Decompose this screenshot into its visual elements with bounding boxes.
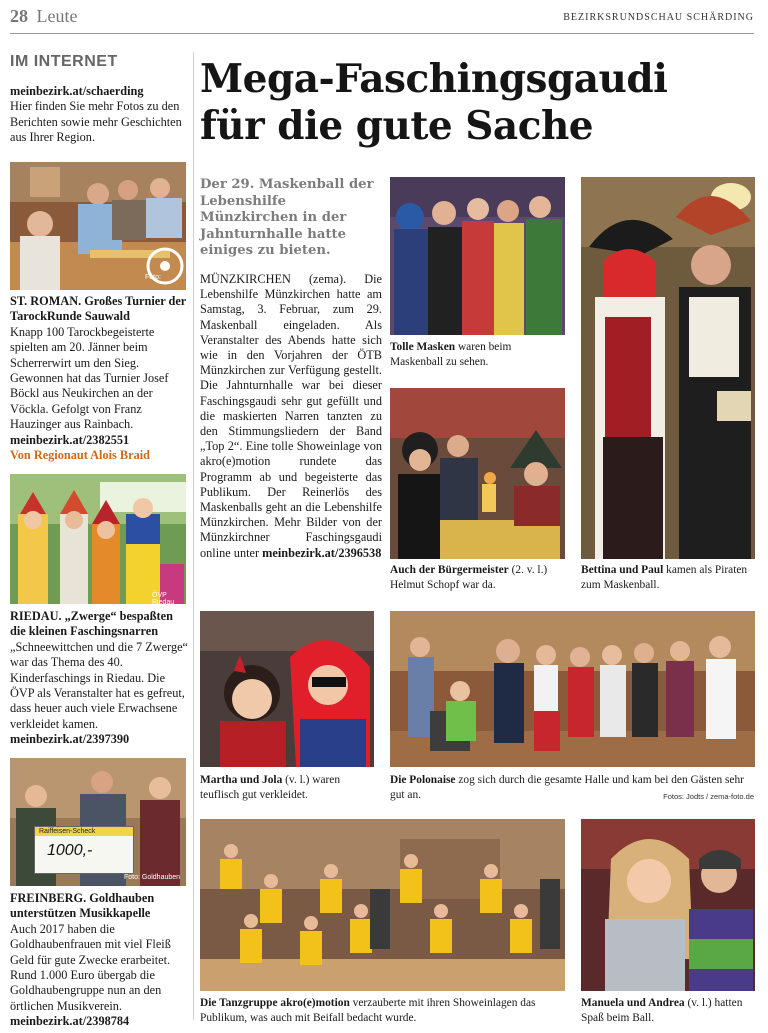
devils-caption-bold: Martha und Jola [200,774,283,786]
zwerge-story-title: RIEDAU. „Zwerge“ bespaßten die kleinen Faschingsnarren [10,609,173,639]
tarock-story [10,294,188,463]
sidebar-intro [10,84,188,146]
dance-group-caption-bold: Die Tanzgruppe akro(e)motion [200,997,350,1009]
cheque-card [34,826,134,874]
tarock-story-title: ST. ROMAN. Großes Turnier der TarockRunde Sauwald [10,294,187,324]
headline-line-2: für die gute Sache [200,103,594,149]
mayor-caption-bold: Auch der Bürgermeister [390,564,509,576]
article-headline [200,56,667,150]
pirates-caption-text: kamen als Piraten zum Maskenball. [581,564,748,592]
pirates-caption-bold: Bettina und Paul [581,564,664,576]
publication-name: BEZIRKSRUNDSCHAU SCHÄRDING [563,12,754,23]
masks-photo [390,177,565,335]
mayor-caption [390,563,566,593]
header-divider [10,33,754,34]
article-lead: Der 29. Maskenball der Lebenshilfe Münzkirchen in der Jahnturnhalle hatte einiges zu bieten. [200,177,374,259]
goldhauben-story [10,891,188,1030]
article-link[interactable]: meinbezirk.at/2396538 [262,545,382,560]
goldhauben-story-text: Auch 2017 haben die Goldhaubenfrauen mit viel Fleiß Geld für gute Zwecke erarbeitet. Rund 1.000 Euro übergab die Goldhaubengruppe nun an den örtlichen Musikverein. [10,921,171,1013]
dance-group-caption-text: verzauberte mit ihren Showeinlagen das Publikum, was auch mit Beifall bedacht wurde. [200,997,536,1025]
goldhauben-story-title: FREINBERG. Goldhauben unterstützen Musikkapelle [10,891,155,921]
page-header [10,6,77,27]
tarock-story-credit: Von Regionaut Alois Braid [10,448,150,463]
tarock-story-link[interactable]: meinbezirk.at/2382551 [10,432,130,447]
article-body-text: MÜNZKIRCHEN (zema). Die Lebenshilfe Münzkirchen hatte am Samstag, 3. Februar, zum 29. Maskenball eingeladen. Als Veranstalter des Abends hatte sich wie in den Vorjahren der ÖTB Münzkirchen zur Verfügung gestellt. Die Jahnturnhalle war bei dieser Faschingsgaudi sehr gut gefüllt und die maskierten Narren tanzten zu den Stimmungsliedern der Band „Top 2“. Eine tolle Showeinlage von akro(e)motion rundete das Programm ab und begeisterte das Publikum. Der Reinerlös des Maskenballs geht an die Lebenshilfe Münzkirchen. Mehr Bilder von der Münzkirchner Faschingsgaudi online unter [200,272,382,560]
zwerge-photo-label: ÖVP Riedau [152,592,175,604]
zwerge-photo [10,474,186,604]
goldhauben-photo-label: Foto: Goldhauben [124,874,181,881]
goldhauben-photo [10,758,186,886]
tarock-story-text: Knapp 100 Tarockbegeisterte spielten am 20. Jänner beim Scherrerwirt um den Sieg. Gewonnen hat das Turnier Josef Böckl aus Neukirchen an der Vöckla. Gefolgt von Franz Hauzinger aus Rainbach. [10,324,169,432]
goldhauben-story-link[interactable]: meinbezirk.at/2398784 [10,1014,130,1029]
zwerge-story [10,609,188,748]
polonaise-photo [390,611,755,767]
polonaise-caption-text: zog sich durch die gesamte Halle und kam bei den Gästen sehr gut an. [390,774,744,802]
cheque-title: Raiffeisen-Scheck [35,827,133,836]
section-name: Leute [36,6,78,26]
dance-group-photo [200,819,565,991]
devils-photo [200,611,374,767]
manuela-andrea-caption-bold: Manuela und Andrea [581,997,685,1009]
sidebar-intro-link[interactable]: meinbezirk.at/schaerding [10,84,144,98]
pirates-photo [581,177,755,559]
page-number: 28 [10,6,28,26]
manuela-andrea-caption-text: (v. l.) hatten Spaß beim Ball. [581,997,743,1025]
sidebar-section-title: IM INTERNET [10,53,118,70]
pirates-caption [581,563,755,593]
sidebar-intro-text: Hier finden Sie mehr Fotos zu den Berichten sowie mehr Geschichten aus Ihrer Region. [10,99,182,145]
cheque-amount: 1000,- [47,842,93,859]
manuela-andrea-photo [581,819,755,991]
zwerge-story-link[interactable]: meinbezirk.at/2397390 [10,732,130,747]
mayor-photo [390,388,565,559]
zwerge-story-text: „Schneewittchen und die 7 Zwerge“ war das Thema des 40. Kinderfaschings in Riedau. Die ÖVP als Veranstalter hat es gefreut, dass heuer auch viele Erwachsene verkleidet kamen. [10,639,189,731]
masks-caption-bold: Tolle Masken [390,341,456,353]
column-divider [193,52,194,1020]
tarock-photo [10,162,186,290]
masks-caption [390,340,566,370]
tarock-photo-label: Foto: [145,274,161,281]
photo-credit: Fotos: Jodts / zema-foto.de [663,792,754,801]
devils-caption [200,773,376,803]
mayor-caption-text: (2. v. l.) Helmut Schopf war da. [390,564,548,592]
headline-line-1: Mega-Faschingsgaudi [200,56,668,102]
devils-caption-text: (v. l.) waren teuflisch gut verkleidet. [200,774,341,802]
masks-caption-text: waren beim Maskenball zu sehen. [390,341,512,369]
dance-group-caption [200,996,566,1026]
manuela-andrea-caption [581,996,755,1026]
article-body [200,272,382,561]
polonaise-caption-bold: Die Polonaise [390,774,456,786]
